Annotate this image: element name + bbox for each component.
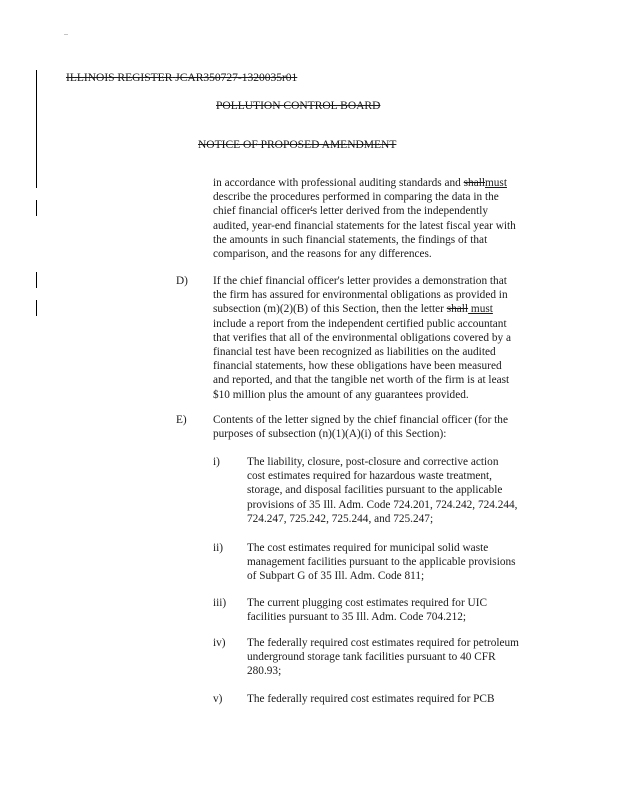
text-line: provisions of 35 Ill. Adm. Code 724.201, 724.242, 724.244, xyxy=(247,498,518,511)
text-line: of Subpart G of 35 Ill. Adm. Code 811; xyxy=(247,570,425,583)
revision-bar xyxy=(36,272,37,288)
text-line: The cost estimates required for municipal solid waste xyxy=(247,542,489,554)
text-line: subsection (m)(2)(B) of this Section, then the letter shall must xyxy=(213,303,493,316)
text-line: The federally required cost estimates required for PCB xyxy=(247,693,495,705)
paragraph-d xyxy=(213,274,553,402)
text-line: 280.93; xyxy=(247,665,282,678)
text-line: Contents of the letter signed by the chief financial officer (for the xyxy=(213,414,508,426)
register-title: ILLINOIS REGISTER xyxy=(66,72,173,84)
item-label: ii) xyxy=(213,542,224,554)
item-label: i) xyxy=(213,456,220,468)
list-item xyxy=(247,455,557,526)
text-line: $10 million plus the amount of any guarantees provided. xyxy=(213,388,469,401)
inserted-text: must xyxy=(468,303,493,316)
paragraph-e-label: E) xyxy=(176,414,187,426)
revision-bar xyxy=(36,300,37,316)
text-line: include a report from the independent certified public accountant xyxy=(213,317,507,330)
board-title: POLLUTION CONTROL BOARD xyxy=(216,100,381,112)
text-line: audited, year-end financial statements for the latest fiscal year with xyxy=(213,219,516,232)
text-line: comparison, and the reasons for any differences. xyxy=(213,248,432,261)
text-line: facilities pursuant to 35 Ill. Adm. Code 704.212; xyxy=(247,611,467,624)
list-item xyxy=(247,692,557,706)
text-line: cost estimates required for hazardous waste treatment, xyxy=(247,470,492,483)
list-item xyxy=(247,596,557,624)
jcar-number: JCAR350727-1320035r01 xyxy=(175,72,298,84)
text-line: 724.247, 725.242, 725.244, and 725.247; xyxy=(247,512,434,525)
text-line: that verifies that all of the environmental obligations covered by a xyxy=(213,331,512,344)
inserted-text: must xyxy=(485,177,507,189)
header-register-line xyxy=(66,72,297,84)
text-line: the firm has assured for environmental obligations as provided in xyxy=(213,289,508,302)
text-line: and reported, and that the tangible net worth of the firm is at least xyxy=(213,374,510,387)
struck-text: shall xyxy=(463,177,485,189)
revision-bar xyxy=(36,200,37,216)
text-line: The current plugging cost estimates required for UIC xyxy=(247,597,487,609)
text-line: storage, and disposal facilities pursuant to the applicable xyxy=(247,484,503,497)
text-line: If the chief financial officer's letter provides a demonstration that xyxy=(213,275,507,287)
text-line: describe the procedures performed in comparing the data in the xyxy=(213,191,499,204)
item-label: iv) xyxy=(213,637,226,649)
text-line: The liability, closure, post-closure and corrective action xyxy=(247,456,499,468)
text-line: the amounts in such financial statements, the findings of that xyxy=(213,233,488,246)
paragraph-c-continued xyxy=(213,176,553,261)
paragraph-d-label: D) xyxy=(176,275,188,287)
text-line: financial test have been recognized as liabilities on the audited xyxy=(213,346,496,359)
text-line: management facilities pursuant to the applicable provisions xyxy=(247,556,516,569)
struck-text: shall xyxy=(446,303,469,316)
text-line: in accordance with professional auditing standards and shallmust xyxy=(213,177,507,189)
text-line: underground storage tank facilities pursuant to 40 CFR xyxy=(247,651,496,664)
text-line: financial statements, how these obligations have been measured xyxy=(213,360,502,373)
item-label: iii) xyxy=(213,597,227,609)
revision-bar xyxy=(36,70,37,188)
paragraph-e xyxy=(213,413,553,441)
notice-title: NOTICE OF PROPOSED AMENDMENT xyxy=(198,139,397,151)
text-line: purposes of subsection (n)(1)(A)(i) of this Section): xyxy=(213,428,447,441)
text-line: The federally required cost estimates required for petroleum xyxy=(247,637,519,649)
list-item xyxy=(247,636,557,679)
list-item xyxy=(247,541,557,584)
item-label: v) xyxy=(213,693,223,705)
corner-mark: .. xyxy=(64,28,68,37)
struck-text: ' xyxy=(310,205,313,218)
text-line: chief financial officer's letter derived from the independently xyxy=(213,205,489,218)
